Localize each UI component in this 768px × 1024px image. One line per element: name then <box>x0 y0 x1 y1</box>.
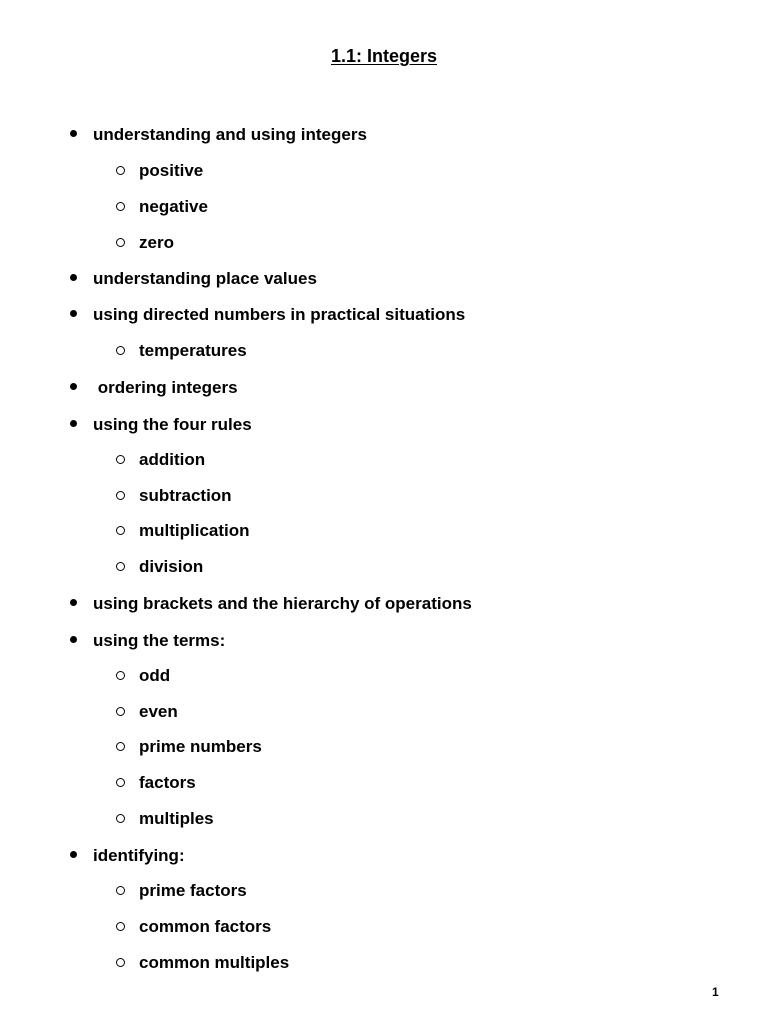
list-item-text: zero <box>139 233 174 252</box>
list-item-text: factors <box>139 773 196 792</box>
sub-list-item <box>116 195 208 219</box>
list-item-text: multiples <box>139 809 214 828</box>
list-item-text: understanding place values <box>93 269 317 288</box>
list-item-text: division <box>139 557 204 576</box>
list-item <box>70 376 238 400</box>
list-item-text: common factors <box>139 917 272 936</box>
list-item <box>70 413 252 437</box>
sub-list-item <box>116 771 196 795</box>
bullet-icon <box>70 599 77 606</box>
circle-bullet-icon <box>116 922 125 931</box>
bullet-icon <box>70 130 77 137</box>
sub-list-item <box>116 231 174 255</box>
bullet-icon <box>70 636 77 643</box>
sub-list-item <box>116 915 271 939</box>
circle-bullet-icon <box>116 958 125 967</box>
list-item-text: understanding and using integers <box>93 125 367 144</box>
circle-bullet-icon <box>116 742 125 751</box>
sub-list-item <box>116 807 214 831</box>
circle-bullet-icon <box>116 671 125 680</box>
circle-bullet-icon <box>116 166 125 175</box>
circle-bullet-icon <box>116 814 125 823</box>
list-item <box>70 267 317 291</box>
list-item-text: prime numbers <box>139 737 262 756</box>
bullet-icon <box>70 851 77 858</box>
list-item-text: temperatures <box>139 341 247 360</box>
list-item-text: subtraction <box>139 486 232 505</box>
list-item-text: common multiples <box>139 953 290 972</box>
sub-list-item <box>116 735 262 759</box>
sub-list-item <box>116 519 250 543</box>
bullet-icon <box>70 383 77 390</box>
sub-list-item <box>116 879 247 903</box>
circle-bullet-icon <box>116 455 125 464</box>
circle-bullet-icon <box>116 346 125 355</box>
sub-list-item <box>116 555 203 579</box>
circle-bullet-icon <box>116 238 125 247</box>
list-item <box>70 123 367 147</box>
list-item-text: ordering integers <box>93 378 238 397</box>
circle-bullet-icon <box>116 526 125 535</box>
list-item-text: multiplication <box>139 521 250 540</box>
list-item <box>70 592 472 616</box>
sub-list-item <box>116 159 203 183</box>
sub-list-item <box>116 339 247 363</box>
bullet-icon <box>70 310 77 317</box>
list-item <box>70 303 465 327</box>
sub-list-item <box>116 664 170 688</box>
circle-bullet-icon <box>116 562 125 571</box>
list-item-text: addition <box>139 450 206 469</box>
sub-list-item <box>116 484 232 508</box>
bullet-icon <box>70 274 77 281</box>
list-item-text: prime factors <box>139 881 247 900</box>
page-title: 1.1: Integers <box>330 46 438 66</box>
circle-bullet-icon <box>116 778 125 787</box>
circle-bullet-icon <box>116 202 125 211</box>
list-item-text: identifying: <box>93 846 185 865</box>
list-item-text: positive <box>139 161 204 180</box>
list-item-text: using brackets and the hierarchy of operations <box>93 594 472 613</box>
circle-bullet-icon <box>116 491 125 500</box>
list-item-text: negative <box>139 197 208 216</box>
page-number: 1 <box>712 985 719 999</box>
sub-list-item <box>116 951 289 975</box>
bullet-icon <box>70 420 77 427</box>
circle-bullet-icon <box>116 886 125 895</box>
sub-list-item <box>116 448 205 472</box>
list-item-text: using the four rules <box>93 415 252 434</box>
list-item <box>70 629 225 653</box>
list-item-text: even <box>139 702 178 721</box>
list-item-text: using directed numbers in practical situations <box>93 305 466 324</box>
list-item <box>70 844 185 868</box>
list-item-text: using the terms: <box>93 631 226 650</box>
sub-list-item <box>116 700 178 724</box>
circle-bullet-icon <box>116 707 125 716</box>
list-item-text: odd <box>139 666 171 685</box>
